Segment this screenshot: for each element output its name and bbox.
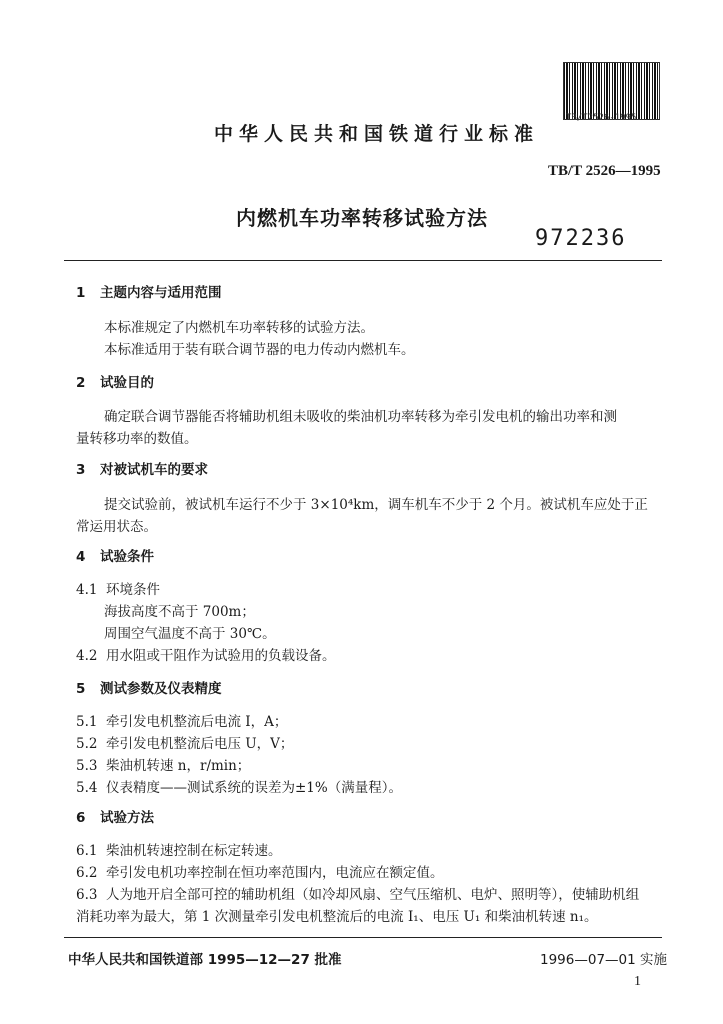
section-5-2-item: 5.2 牵引发电机整流后电压 U，V； <box>76 736 294 752</box>
standard-code: TB/T 2526—1995 <box>548 163 661 179</box>
page-number: 1 <box>634 974 641 989</box>
section-1-heading: 1 主题内容与适用范围 <box>76 285 222 301</box>
section-5-heading: 5 测试参数及仪表精度 <box>76 681 222 697</box>
barcode <box>563 62 660 120</box>
section-2-paragraph-line-1: 确定联合调节器能否将辅助机组未吸收的柴油机功率转移为牵引发电机的输出功率和测 <box>104 409 617 425</box>
section-4-1-heading: 4.1 环境条件 <box>76 582 160 598</box>
section-1-paragraph-2: 本标准适用于装有联合调节器的电力传动内燃机车。 <box>104 342 415 358</box>
section-6-3-item-line-2: 消耗功率为最大，第 1 次测量牵引发电机整流后的电流 I₁、电压 U₁ 和柴油机转速 n₁。 <box>76 909 598 925</box>
section-5-4-item: 5.4 仪表精度——测试系统的误差为±1%（满量程）。 <box>76 780 402 796</box>
section-3-paragraph-line-1: 提交试验前，被试机车运行不少于 3×10⁴km，调车机车不少于 2 个月。被试机车应处于正 <box>104 497 648 513</box>
section-2-heading: 2 试验目的 <box>76 375 154 391</box>
document-number: 972236 <box>535 226 627 251</box>
section-5-3-item: 5.3 柴油机转速 n，r/min； <box>76 758 251 774</box>
section-4-heading: 4 试验条件 <box>76 549 154 565</box>
section-6-1-item: 6.1 柴油机转速控制在标定转速。 <box>76 843 282 859</box>
section-6-heading: 6 试验方法 <box>76 810 154 826</box>
barcode-text: TB/T2526-1995 <box>566 113 637 123</box>
implementation-date: 1996—07—01 实施 <box>540 952 668 968</box>
section-6-2-item: 6.2 牵引发电机功率控制在恒功率范围内，电流应在额定值。 <box>76 865 444 881</box>
section-3-heading: 3 对被试机车的要求 <box>76 462 208 478</box>
section-2-paragraph-line-2: 量转移功率的数值。 <box>76 431 198 447</box>
section-1-paragraph-1: 本标准规定了内燃机车功率转移的试验方法。 <box>104 320 374 336</box>
footer-rule <box>64 937 662 938</box>
approval-line: 中华人民共和国铁道部 1995—12—27 批准 <box>68 952 342 968</box>
header-rule <box>64 260 662 261</box>
section-3-paragraph-line-2: 常运用状态。 <box>76 519 157 535</box>
section-6-3-item: 6.3 人为地开启全部可控的辅助机组（如冷却风扇、空气压缩机、电炉、照明等），使辅助机组 <box>76 887 640 903</box>
section-5-1-item: 5.1 牵引发电机整流后电流 I，A； <box>76 714 288 730</box>
document-title: 内燃机车功率转移试验方法 <box>236 206 488 230</box>
section-4-1-line-2: 周围空气温度不高于 30℃。 <box>104 626 276 642</box>
issuing-organization-title: 中华人民共和国铁道行业标准 <box>214 123 540 145</box>
section-4-1-line-1: 海拔高度不高于 700m； <box>104 604 255 620</box>
section-4-2-item: 4.2 用水阻或干阻作为试验用的负载设备。 <box>76 648 336 664</box>
